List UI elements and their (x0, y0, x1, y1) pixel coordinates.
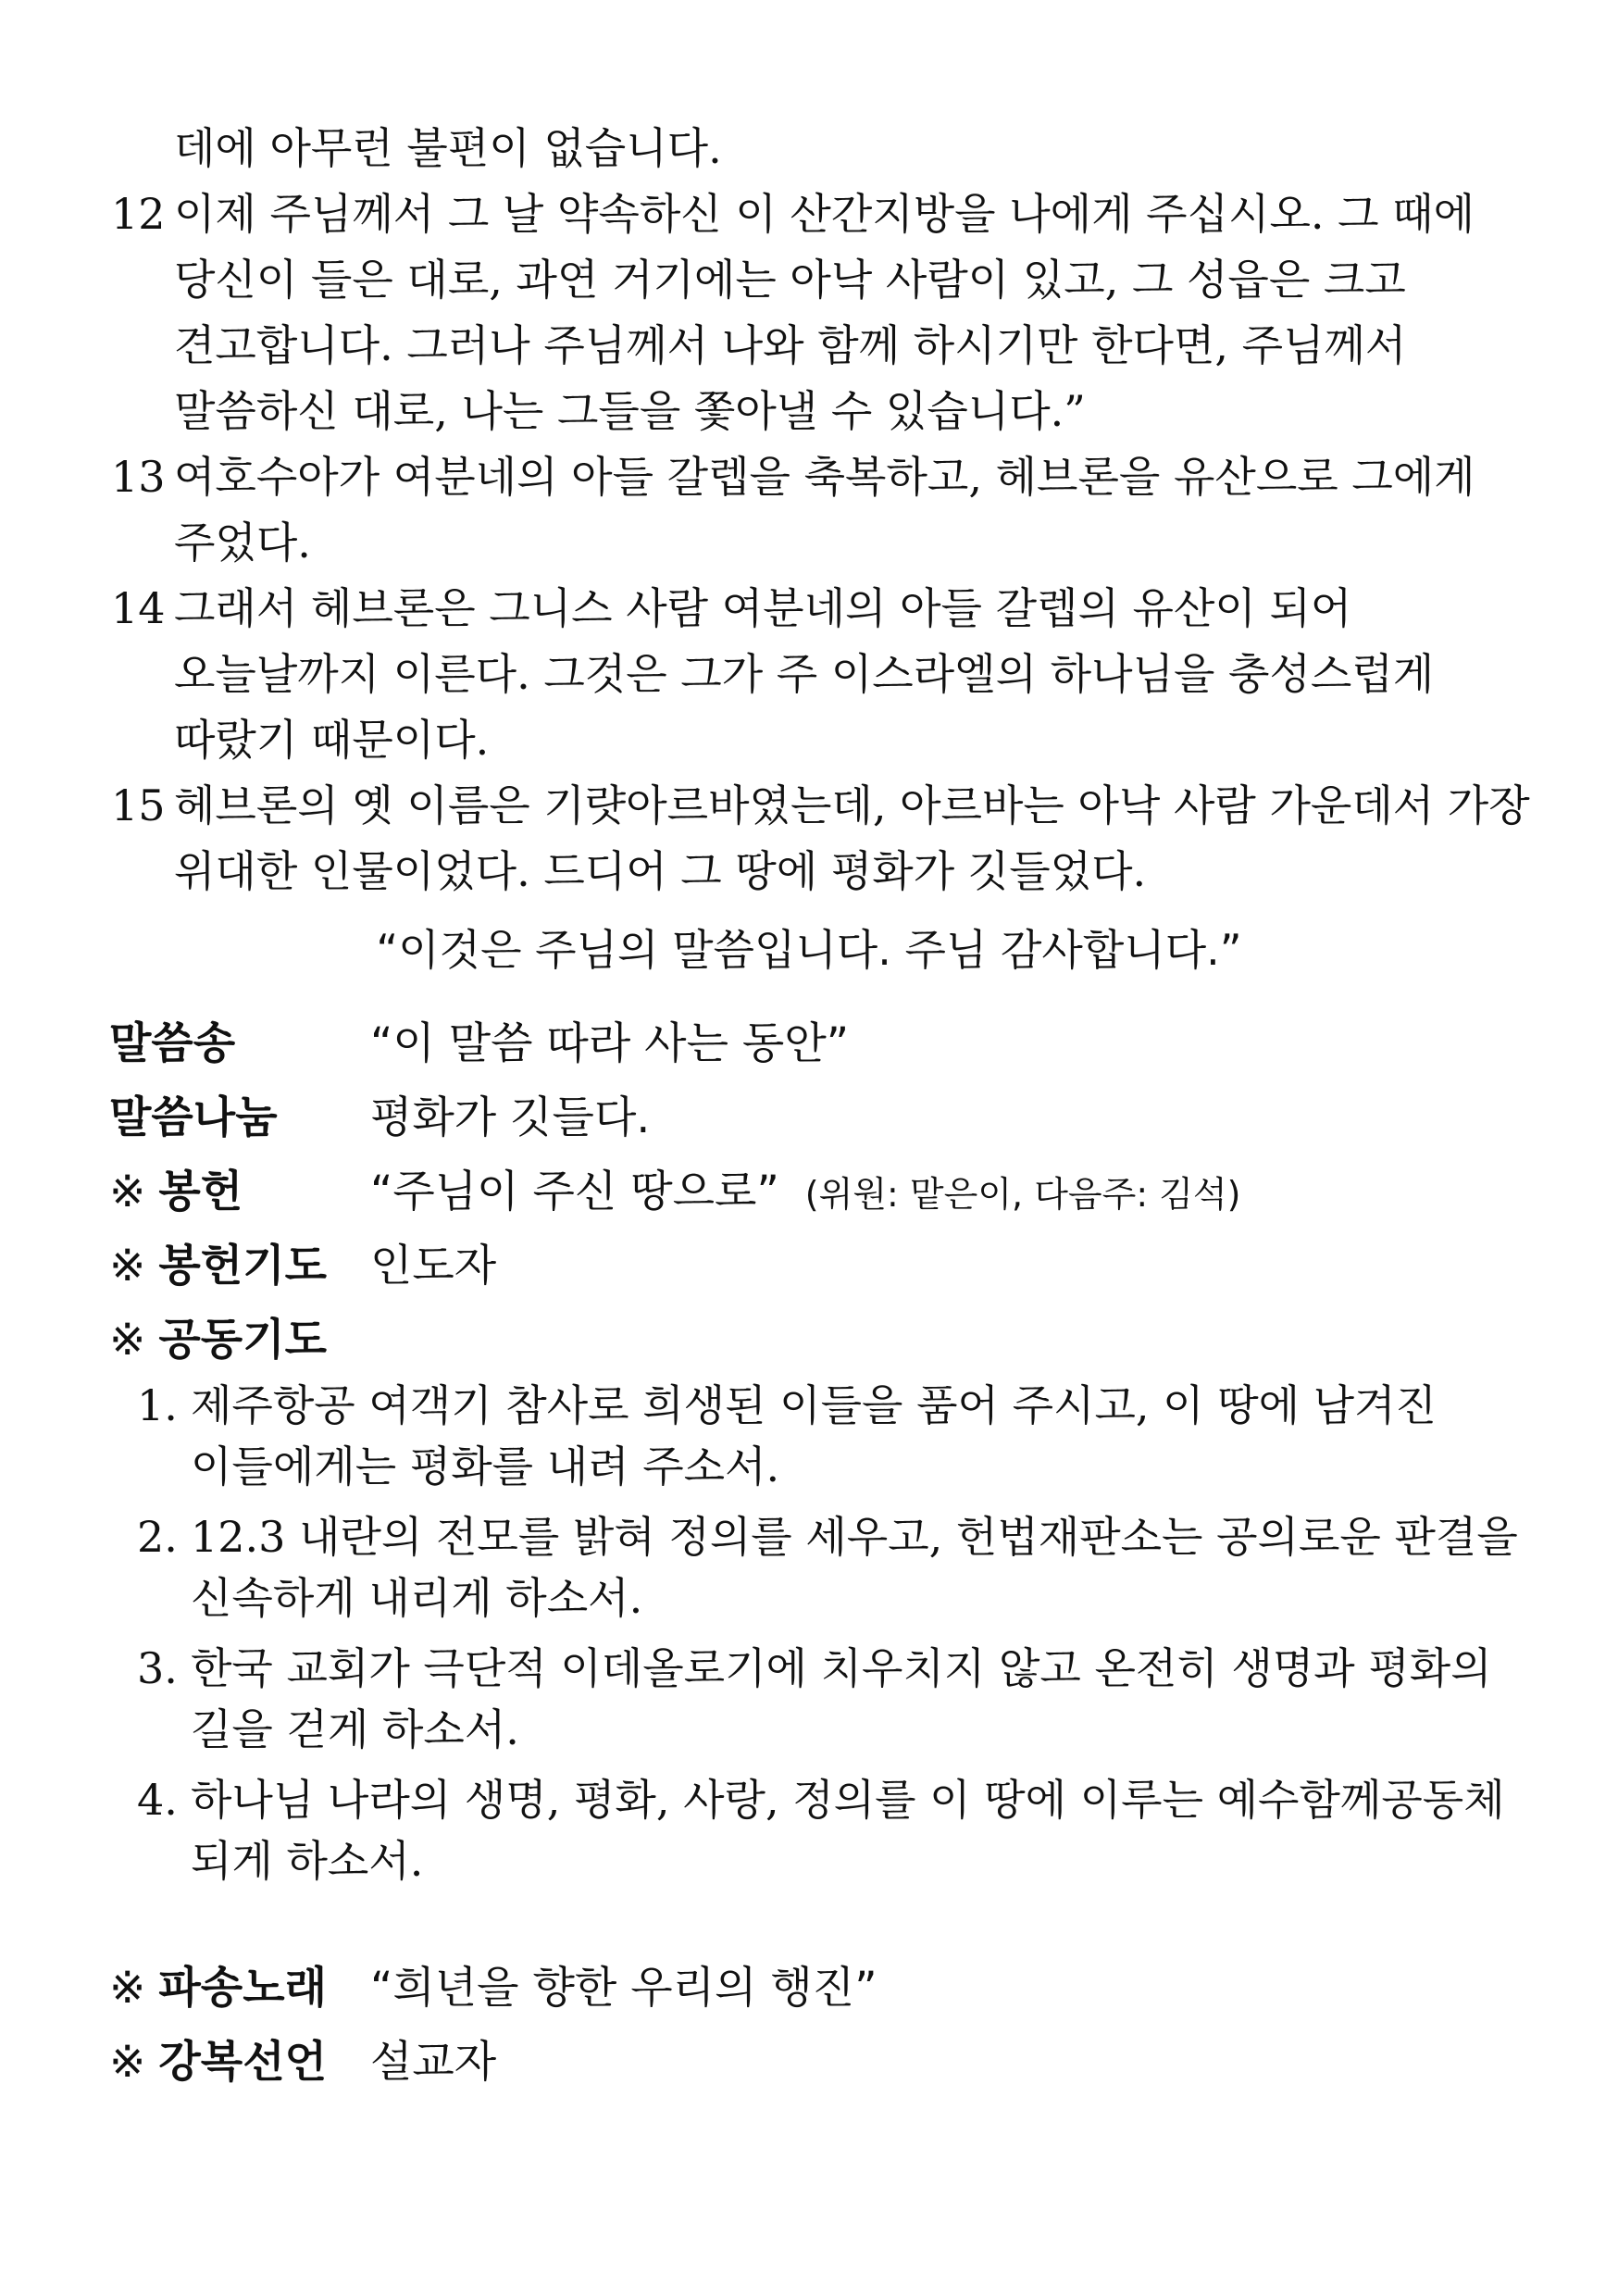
order-label: 파송노래 (158, 1963, 327, 2014)
prayer-line: 되게 하소서. (191, 1836, 424, 1886)
verse-12 (111, 181, 1555, 444)
prayer-line: 길을 걷게 하소서. (191, 1704, 519, 1754)
prayer-line: 하나님 나라의 생명, 평화, 사랑, 정의를 이 땅에 이루는 예수함께공동체 (191, 1775, 1505, 1825)
order-value: 인도자 (370, 1241, 497, 1292)
prayer-item (137, 1638, 1525, 1760)
order-value: “희년을 향한 우리의 행진” (370, 1963, 877, 2014)
verse-number: 14 (111, 583, 166, 633)
prayer-line: 12.3 내란의 전모를 밝혀 정의를 세우고, 헌법재판소는 공의로운 판결을 (191, 1512, 1518, 1562)
prayer-number: 4. (137, 1775, 178, 1825)
verse-15 (111, 773, 1555, 905)
order-label: 말씀나눔 (109, 1092, 278, 1143)
verse-line: 데에 아무런 불편이 없습니다. (174, 123, 722, 173)
reference-mark: ※ (109, 1167, 146, 1217)
verse-line: 그래서 헤브론은 그니스 사람 여분네의 아들 갈렙의 유산이 되어 (174, 583, 1352, 633)
order-item-sermon (109, 1083, 650, 1145)
reference-mark: ※ (109, 2037, 146, 2088)
verse-number: 13 (111, 452, 166, 502)
prayer-number: 3. (137, 1643, 178, 1693)
verse-line: 여호수아가 여분네의 아들 갈렙을 축복하고, 헤브론을 유산으로 그에게 (174, 452, 1475, 502)
prayer-item (137, 1506, 1525, 1628)
reference-mark: ※ (109, 1241, 146, 1292)
verse-line: 오늘날까지 이른다. 그것은 그가 주 이스라엘의 하나님을 충성스럽게 (174, 649, 1435, 699)
verse-continuation (111, 116, 1555, 181)
order-item-benediction (109, 2028, 496, 2090)
order-label-wrap (109, 2028, 370, 2090)
order-item-common-prayer (109, 1305, 370, 1367)
verse-line: 헤브론의 옛 이름은 기럇아르바였는데, 아르바는 아낙 사람 가운데서 가장 (174, 780, 1530, 830)
order-value: 설교자 (370, 2037, 497, 2088)
verse-line: 말씀하신 대로, 나는 그들을 쫓아낼 수 있습니다.” (174, 386, 1086, 436)
order-item-sending-song (109, 1953, 877, 2015)
order-note: (위원: 맡은이, 다음주: 김석) (804, 1174, 1241, 1215)
verse-number: 12 (111, 189, 166, 239)
prayer-line: 이들에게는 평화를 내려 주소서. (191, 1441, 780, 1491)
verse-14 (111, 576, 1555, 773)
verse-13 (111, 444, 1555, 576)
reference-mark: ※ (109, 1963, 146, 2014)
scripture-closing: “이것은 주님의 말씀입니다. 주님 감사합니다.” (376, 925, 1242, 975)
order-label: 말씀송 (109, 1018, 236, 1069)
verse-number: 15 (111, 780, 166, 830)
order-item-offering (109, 1157, 1240, 1219)
prayer-item (137, 1769, 1525, 1891)
order-label-wrap (109, 1305, 370, 1367)
order-label: 공동기도 (158, 1315, 327, 1366)
verse-line: 견고합니다. 그러나 주님께서 나와 함께 하시기만 한다면, 주님께서 (174, 320, 1407, 370)
verse-line: 주었다. (174, 518, 311, 568)
order-item-offering-prayer (109, 1231, 496, 1293)
verse-line: 당신이 들은 대로, 과연 거기에는 아낙 사람이 있고, 그 성읍은 크고 (174, 255, 1406, 305)
verse-line: 따랐기 때문이다. (174, 715, 490, 765)
prayer-line: 한국 교회가 극단적 이데올로기에 치우치지 않고 온전히 생명과 평화의 (191, 1643, 1492, 1693)
verse-line: 위대한 인물이었다. 드디어 그 땅에 평화가 깃들었다. (174, 846, 1147, 896)
prayer-line: 신속하게 내리게 하소서. (191, 1573, 643, 1623)
order-value: 평화가 깃들다. (370, 1092, 651, 1143)
prayer-list (137, 1375, 1525, 1901)
prayer-item (137, 1375, 1525, 1497)
order-label-wrap (109, 1157, 370, 1219)
prayer-number: 1. (137, 1380, 178, 1430)
order-label: 강복선언 (158, 2037, 327, 2088)
order-label: 봉헌 (158, 1167, 243, 1217)
scripture-passage (111, 116, 1555, 905)
reference-mark: ※ (109, 1315, 146, 1366)
order-item-song (109, 1009, 849, 1071)
order-value: “주님이 주신 땅으로” (370, 1167, 779, 1217)
order-label: 봉헌기도 (158, 1241, 327, 1292)
order-value: “이 말씀 따라 사는 동안” (370, 1018, 850, 1069)
prayer-number: 2. (137, 1512, 178, 1562)
order-label-wrap (109, 1231, 370, 1293)
prayer-line: 제주항공 여객기 참사로 희생된 이들을 품어 주시고, 이 땅에 남겨진 (191, 1380, 1437, 1430)
verse-line: 이제 주님께서 그 날 약속하신 이 산간지방을 나에게 주십시오. 그 때에 (174, 189, 1475, 239)
order-label-wrap (109, 1953, 370, 2015)
